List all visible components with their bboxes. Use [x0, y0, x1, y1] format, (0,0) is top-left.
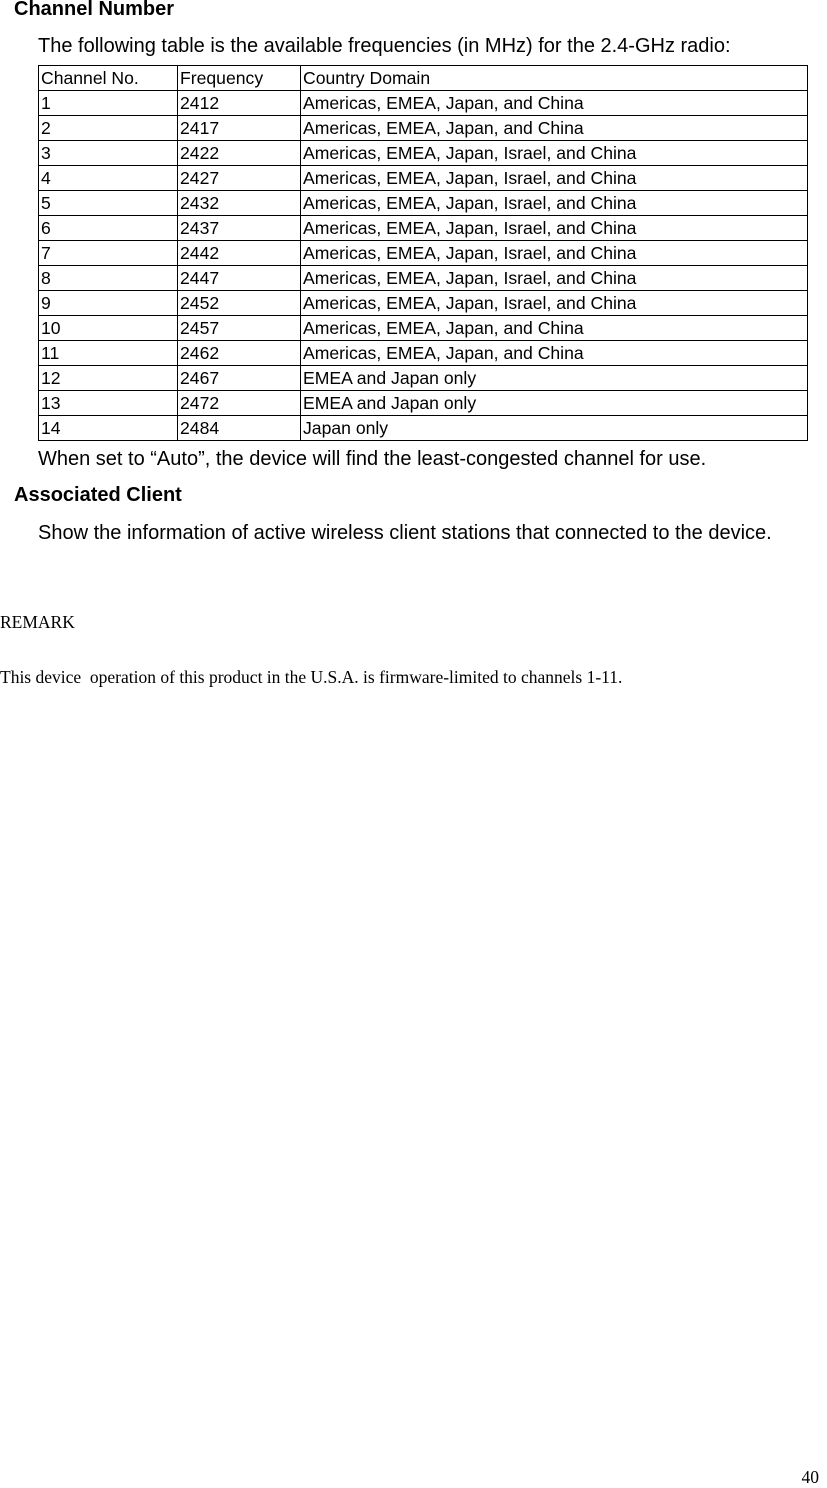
- table-row: [39, 416, 808, 441]
- cell-country-domain: Americas, EMEA, Japan, Israel, and China: [301, 266, 808, 291]
- cell-frequency: 2427: [178, 166, 301, 191]
- cell-channel-no: 12: [39, 366, 178, 391]
- cell-country-domain: Americas, EMEA, Japan, and China: [301, 116, 808, 141]
- page-number: 40: [801, 1467, 819, 1487]
- cell-country-domain: Americas, EMEA, Japan, Israel, and China: [301, 166, 808, 191]
- remark-title: REMARK: [0, 612, 75, 632]
- table-row: [39, 391, 808, 416]
- cell-frequency: 2457: [178, 316, 301, 341]
- cell-frequency: 2484: [178, 416, 301, 441]
- remark-text: This device operation of this product in the U.S.A. is firmware-limited to channels 1-11.: [0, 667, 623, 687]
- cell-channel-no: 13: [39, 391, 178, 416]
- associated-client-description: Show the information of active wireless client stations that connected to the device.: [38, 522, 772, 544]
- cell-frequency: 2412: [178, 91, 301, 116]
- cell-channel-no: 6: [39, 216, 178, 241]
- cell-frequency: 2422: [178, 141, 301, 166]
- table-row: [39, 291, 808, 316]
- associated-client-heading: Associated Client: [14, 484, 182, 506]
- header-country-domain: Country Domain: [301, 66, 808, 91]
- table-header-row: [39, 66, 808, 91]
- table-row: [39, 366, 808, 391]
- cell-frequency: 2452: [178, 291, 301, 316]
- cell-channel-no: 5: [39, 191, 178, 216]
- cell-country-domain: EMEA and Japan only: [301, 391, 808, 416]
- cell-frequency: 2467: [178, 366, 301, 391]
- cell-country-domain: Americas, EMEA, Japan, Israel, and China: [301, 191, 808, 216]
- cell-country-domain: Americas, EMEA, Japan, Israel, and China: [301, 141, 808, 166]
- table-row: [39, 141, 808, 166]
- table-row: [39, 266, 808, 291]
- table-row: [39, 316, 808, 341]
- table-row: [39, 116, 808, 141]
- cell-country-domain: Americas, EMEA, Japan, and China: [301, 316, 808, 341]
- cell-country-domain: Americas, EMEA, Japan, and China: [301, 341, 808, 366]
- cell-channel-no: 14: [39, 416, 178, 441]
- cell-frequency: 2447: [178, 266, 301, 291]
- cell-frequency: 2472: [178, 391, 301, 416]
- cell-channel-no: 4: [39, 166, 178, 191]
- table-row: [39, 191, 808, 216]
- header-frequency: Frequency: [178, 66, 301, 91]
- cell-country-domain: Americas, EMEA, Japan, Israel, and China: [301, 216, 808, 241]
- cell-channel-no: 9: [39, 291, 178, 316]
- header-channel-no: Channel No.: [39, 66, 178, 91]
- frequency-table: [38, 65, 808, 441]
- cell-channel-no: 11: [39, 341, 178, 366]
- channel-number-heading: Channel Number: [14, 0, 175, 20]
- cell-frequency: 2437: [178, 216, 301, 241]
- table-row: [39, 341, 808, 366]
- cell-frequency: 2442: [178, 241, 301, 266]
- auto-channel-note: When set to “Auto”, the device will find the least-congested channel for use.: [38, 448, 707, 470]
- cell-channel-no: 2: [39, 116, 178, 141]
- cell-channel-no: 1: [39, 91, 178, 116]
- cell-channel-no: 7: [39, 241, 178, 266]
- table-row: [39, 216, 808, 241]
- table-row: [39, 91, 808, 116]
- table-row: [39, 166, 808, 191]
- cell-channel-no: 10: [39, 316, 178, 341]
- cell-channel-no: 3: [39, 141, 178, 166]
- cell-frequency: 2462: [178, 341, 301, 366]
- cell-country-domain: Americas, EMEA, Japan, and China: [301, 91, 808, 116]
- cell-country-domain: Japan only: [301, 416, 808, 441]
- cell-country-domain: Americas, EMEA, Japan, Israel, and China: [301, 291, 808, 316]
- channel-table-intro: The following table is the available frequencies (in MHz) for the 2.4-GHz radio:: [38, 35, 731, 57]
- cell-frequency: 2432: [178, 191, 301, 216]
- cell-frequency: 2417: [178, 116, 301, 141]
- cell-country-domain: Americas, EMEA, Japan, Israel, and China: [301, 241, 808, 266]
- table-row: [39, 241, 808, 266]
- cell-country-domain: EMEA and Japan only: [301, 366, 808, 391]
- cell-channel-no: 8: [39, 266, 178, 291]
